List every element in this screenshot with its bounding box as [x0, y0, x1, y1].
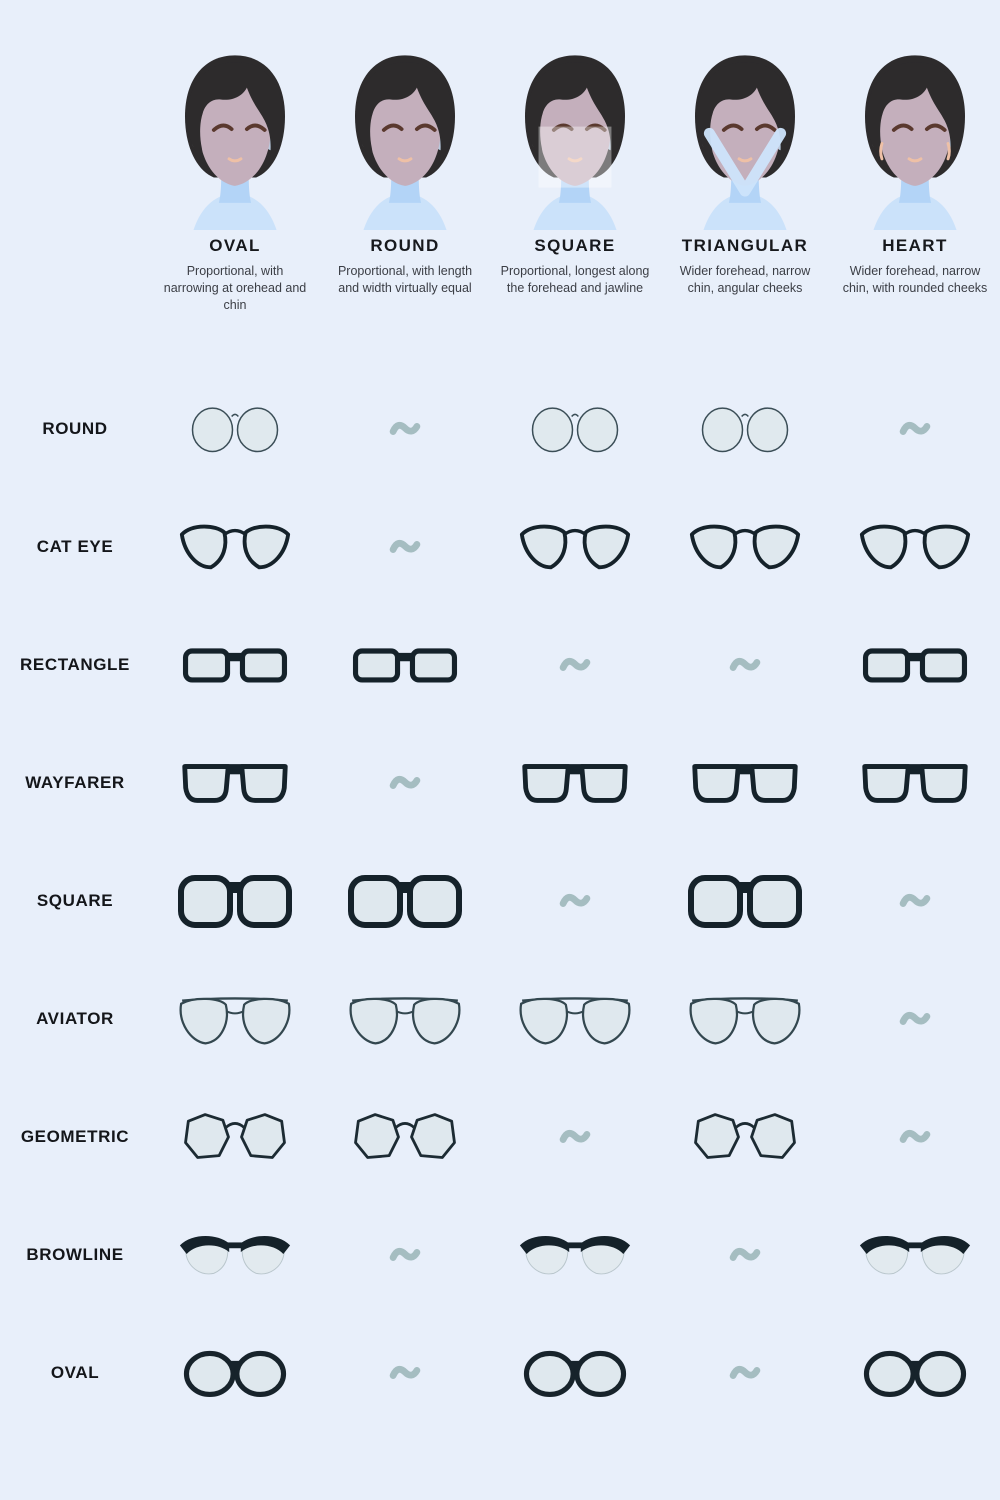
row-browline [0, 1196, 1000, 1314]
face-column-oval [150, 52, 320, 314]
round-glasses-icon [695, 401, 795, 457]
cell-cateye-oval [150, 518, 320, 576]
aviator-glasses-icon [174, 988, 296, 1050]
row-label: BROWLINE [26, 1244, 124, 1264]
square-glasses-icon [175, 870, 295, 932]
not-suitable-tilde-icon [728, 1364, 762, 1382]
not-suitable-tilde-icon [728, 1246, 762, 1264]
row-oval [0, 1314, 1000, 1432]
cell-square-oval [150, 870, 320, 932]
row-round [0, 370, 1000, 488]
row-label: OVAL [50, 1362, 100, 1382]
not-suitable-tilde-icon [728, 656, 762, 674]
face-column-round [320, 52, 490, 314]
row-label: AVIATOR [36, 1008, 114, 1028]
cell-rectangle-triangular [660, 656, 830, 674]
cell-geometric-triangular [660, 1108, 830, 1166]
face-shapes-header [150, 0, 1000, 314]
oval-glasses-icon [859, 1344, 971, 1402]
cell-rectangle-round [320, 637, 490, 693]
face-shape-name: ROUND [370, 236, 440, 255]
cell-geometric-square [490, 1128, 660, 1146]
cell-geometric-heart [830, 1128, 1000, 1146]
not-suitable-tilde-icon [898, 420, 932, 438]
face-illustration-icon [511, 52, 639, 230]
not-suitable-tilde-icon [388, 538, 422, 556]
rectangle-glasses-icon [855, 637, 975, 693]
wayfarer-glasses-icon [685, 754, 805, 812]
square-glasses-icon [685, 870, 805, 932]
row-label: GEOMETRIC [20, 1126, 130, 1146]
row-label: CAT EYE [36, 536, 114, 556]
face-shape-description: Proportional, with narrowing at orehead and chin [163, 264, 307, 312]
square-glasses-icon [345, 870, 465, 932]
cell-rectangle-heart [830, 637, 1000, 693]
face-shape-name: HEART [882, 236, 948, 255]
cell-aviator-heart [830, 1010, 1000, 1028]
not-suitable-tilde-icon [558, 656, 592, 674]
rectangle-glasses-icon [175, 637, 295, 693]
not-suitable-tilde-icon [898, 892, 932, 910]
cell-round-triangular [660, 401, 830, 457]
browline-glasses-icon [515, 1226, 635, 1284]
cell-wayfarer-round [320, 774, 490, 792]
row-label: WAYFARER [25, 772, 125, 792]
face-illustration-icon [681, 52, 809, 230]
cell-wayfarer-oval [150, 754, 320, 812]
row-square [0, 842, 1000, 960]
face-shape-description: Proportional, longest along the forehead and jawline [500, 264, 650, 295]
row-label: ROUND [42, 418, 108, 438]
face-illustration-icon [341, 52, 469, 230]
cell-oval-triangular [660, 1364, 830, 1382]
cell-square-round [320, 870, 490, 932]
cateye-glasses-icon [686, 518, 804, 576]
row-label: RECTANGLE [20, 654, 130, 674]
face-shape-description: Wider forehead, narrow chin, angular cheeks [679, 264, 811, 295]
cell-round-square [490, 401, 660, 457]
not-suitable-tilde-icon [898, 1128, 932, 1146]
face-shape-name: OVAL [209, 236, 261, 255]
row-label: SQUARE [36, 890, 114, 910]
geometric-glasses-icon [349, 1108, 461, 1166]
cell-browline-heart [830, 1226, 1000, 1284]
wayfarer-glasses-icon [175, 754, 295, 812]
cell-oval-square [490, 1344, 660, 1402]
cell-aviator-triangular [660, 988, 830, 1050]
row-rectangle [0, 606, 1000, 724]
cell-browline-oval [150, 1226, 320, 1284]
not-suitable-tilde-icon [898, 1010, 932, 1028]
aviator-glasses-icon [684, 988, 806, 1050]
face-shape-description: Wider forehead, narrow chin, with rounded cheeks [842, 264, 988, 295]
row-cateye [0, 488, 1000, 606]
cell-cateye-square [490, 518, 660, 576]
cell-wayfarer-heart [830, 754, 1000, 812]
cateye-glasses-icon [856, 518, 974, 576]
face-column-square [490, 52, 660, 314]
cell-oval-heart [830, 1344, 1000, 1402]
cell-square-heart [830, 892, 1000, 910]
cell-wayfarer-triangular [660, 754, 830, 812]
aviator-glasses-icon [514, 988, 636, 1050]
browline-glasses-icon [855, 1226, 975, 1284]
row-wayfarer [0, 724, 1000, 842]
cateye-glasses-icon [176, 518, 294, 576]
cell-geometric-round [320, 1108, 490, 1166]
face-illustration-icon [171, 52, 299, 230]
cell-aviator-round [320, 988, 490, 1050]
wayfarer-glasses-icon [855, 754, 975, 812]
rectangle-glasses-icon [345, 637, 465, 693]
round-glasses-icon [525, 401, 625, 457]
cell-oval-round [320, 1364, 490, 1382]
row-aviator [0, 960, 1000, 1078]
cell-cateye-heart [830, 518, 1000, 576]
cell-geometric-oval [150, 1108, 320, 1166]
cateye-glasses-icon [516, 518, 634, 576]
face-column-heart [830, 52, 1000, 314]
geometric-glasses-icon [179, 1108, 291, 1166]
round-glasses-icon [185, 401, 285, 457]
face-shape-description: Proportional, with length and width virtually equal [337, 264, 473, 295]
face-shape-name: TRIANGULAR [681, 236, 809, 255]
face-shape-name: SQUARE [534, 236, 616, 255]
not-suitable-tilde-icon [388, 420, 422, 438]
row-geometric [0, 1078, 1000, 1196]
cell-square-triangular [660, 870, 830, 932]
face-illustration-icon [851, 52, 979, 230]
cell-wayfarer-square [490, 754, 660, 812]
cell-square-square [490, 892, 660, 910]
cell-round-heart [830, 420, 1000, 438]
not-suitable-tilde-icon [558, 1128, 592, 1146]
browline-glasses-icon [175, 1226, 295, 1284]
oval-glasses-icon [179, 1344, 291, 1402]
not-suitable-tilde-icon [388, 1364, 422, 1382]
cell-round-oval [150, 401, 320, 457]
cell-cateye-triangular [660, 518, 830, 576]
cell-browline-square [490, 1226, 660, 1284]
cell-rectangle-square [490, 656, 660, 674]
not-suitable-tilde-icon [558, 892, 592, 910]
aviator-glasses-icon [344, 988, 466, 1050]
cell-browline-round [320, 1246, 490, 1264]
cell-oval-oval [150, 1344, 320, 1402]
cell-round-round [320, 420, 490, 438]
cell-cateye-round [320, 538, 490, 556]
wayfarer-glasses-icon [515, 754, 635, 812]
cell-aviator-oval [150, 988, 320, 1050]
cell-rectangle-oval [150, 637, 320, 693]
suitability-matrix [0, 370, 1000, 1432]
geometric-glasses-icon [689, 1108, 801, 1166]
oval-glasses-icon [519, 1344, 631, 1402]
not-suitable-tilde-icon [388, 1246, 422, 1264]
cell-browline-triangular [660, 1246, 830, 1264]
face-column-triangular [660, 52, 830, 314]
cell-aviator-square [490, 988, 660, 1050]
not-suitable-tilde-icon [388, 774, 422, 792]
